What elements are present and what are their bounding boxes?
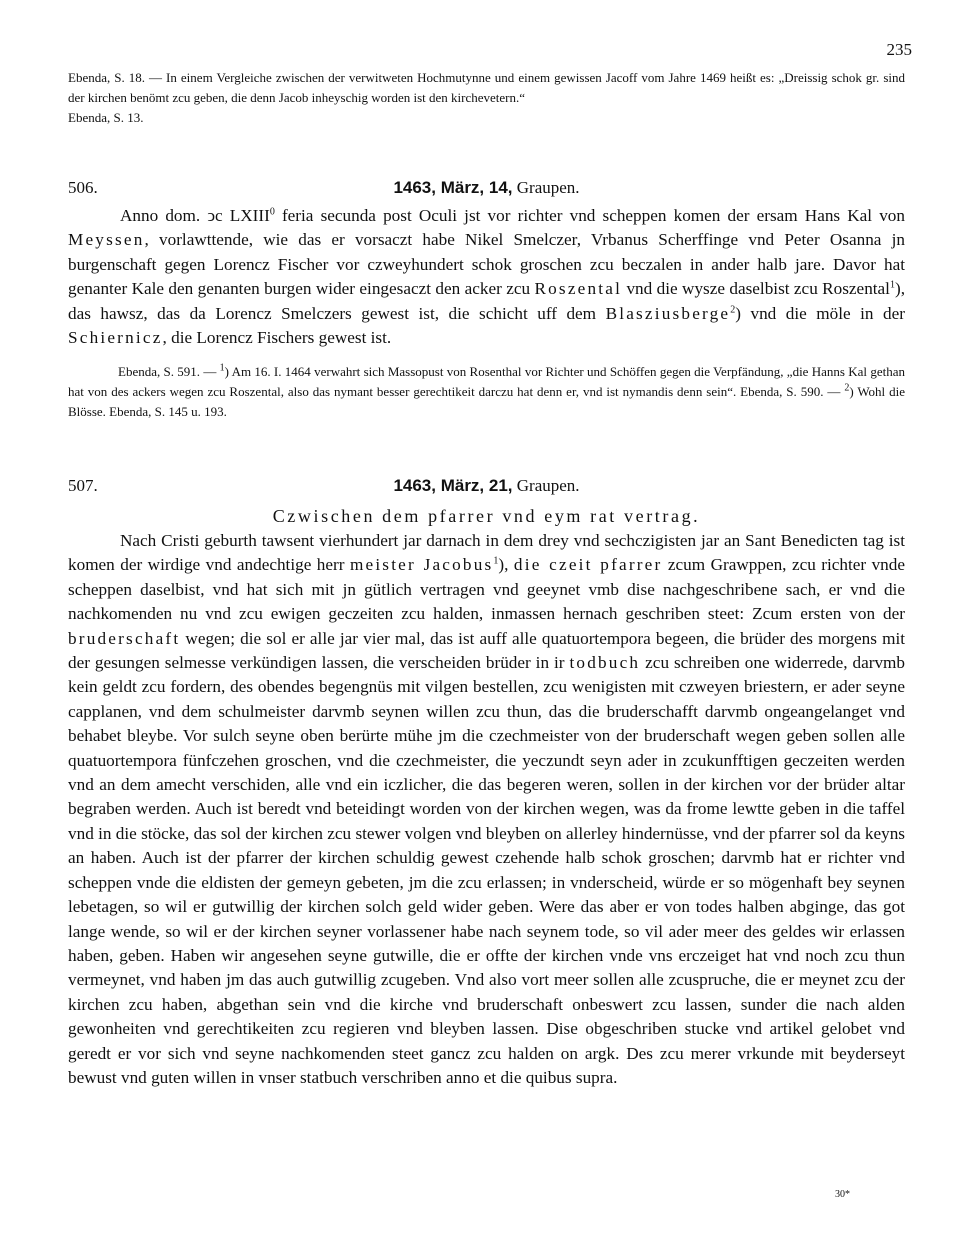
footnote-marker: 1 (889, 279, 895, 291)
doc-506-number: 506. (68, 178, 98, 197)
doc-507-place: Graupen. (516, 476, 580, 495)
spaced-term-bruderschaft: bruderschaft (68, 628, 181, 648)
footnote-marker: 2 (730, 303, 736, 315)
document-506 (68, 178, 905, 422)
place-name-roszental: Roszental (534, 279, 623, 299)
spaced-term-todbuch: todbuch (569, 653, 641, 673)
footnote-marker: 1 (493, 555, 499, 567)
document-507 (68, 476, 905, 1090)
doc-506-footnotes: Ebenda, S. 591. — $^1$) Am 16. I. 1464 verwahrt sich Massopust von Rosenthal vor Richter und Schöffen gegen die Verpfändung, „die Hanns Kal gethan hat von des ackers wegen zcu Roszental, also das nymant besser gerechtikeit darczu hat denn er, vnd ist nymandis denn sein“. Ebenda, S. 590. — $^2$) Wohl die Blösse. Ebenda, S. 145 u. 193. (68, 363, 905, 420)
place-name-blasziusberge: Blasziusberge (605, 303, 731, 323)
top-note-source: Ebenda, S. 13. (68, 110, 144, 125)
doc-507-text: Nach Cristi geburth tawsent vierhundert jar darnach in dem drey vnd sechczigisten jar an Sant Benedicten tag ist komen der wirdige vnd andechtige herr meister Jacobus$^1$), die czeit pfarrer zcum Grawppen, zcu richter vnde scheppen daselbist, vnd hat sich mit jn gütlich vertragen vnd geeynet vmb dise nachgeschribene sach, er vnd die nachkomenden nu vnd zcu ewigen geczeiten zcu halden, inmassen hernach geschriben steet: Zcum ersten von der bruderschaft wegen; die sol er alle jar vier mal, das ist auff alle quatuortempora begeen, die brüder des morgens mit der gesungen selmesse verkündigen lassen, die verscheiden brüder in ir todbuch zcu schreiben one widerrede, darvmb kein geldt zcu fordern, des obendes begengnüs mit vilgen bestellen, zcu wenigisten mit czweyen briestern, er ader seyne capplanen, vnd dem schulmeister darvmb seynen willen zcu thun, das die bruderschafft darvmb ongeangelanget vnd behabet bleybe. Vor sulch seyne oben berürte mühe jm die czechmeister von der bruderschaft wegen geben sollen alle quatuortempora fünfczehen groschen, vnd die czechmeister, die yeczundt seyn ader in zcukunfftigen geczeiten werden vnd an dem amecht verschiden, alle vnd ein iczlicher, die das begeren weren, sollen in der kirchen vor der brüder altar begraben werden. Auch ist beredt vnd beteidingt worden von der kirchen wegen, was da frome lewtte geben in die taffel vnd in die stöcke, das sol der kirchen zcu stewer volgen vnd bleyben on allerley hindernüsse, vnd der pfarrer sol da keyns an haben. Auch ist der pfarrer der kirchen schuldig gewest czehende halb schok groschen; darvmb hat er richter vnd scheppen vnde die eldisten der gemeyn gebeten, jm die zcu erlassen; in vnderscheid, würde er so mögenhaft bey seynen lebetagen, so wil er gutwillig der kirchen solch geld wider geben. Were das aber er von todes halben abginge, das got lange wende, so wil er der kirchen seyner vorlassener habe nach seynem tode, so vil ader meer des geldes wir erlassen haben, geben. Haben wir angesehen seyne gutwille, die er offte der kirchen vnde vns erczeiget hat vnd noch zcu thun vermeynet, vnd haben jm das auch gutwillig zcugeben. Vnd also vort meer sollen alle zcuspruche, die er meynet zcu der kirchen zcu haben, abgethan sein vnd die kirche vnd bruderschaft onbeswert zcu lassen, sunder die nach alden gewonheiten vnd gerechtikeiten zcu regieren vnd bleyben lassen. Dise obgeschriben stucke vnd artikel gelobet vnd geredt er vor sich vnd seyne nachkomenden steet gancz zcu halden on argk. Des zcu merer vrkunde mit beyderseyt bewust vnd guten willen in vnser statbuch verschriben anno et die quibus supra. (68, 531, 905, 1087)
doc-506-date: 1463, März, 14, (393, 178, 513, 197)
doc-506-place: Graupen. (516, 178, 580, 197)
place-name-meyssen: Meyssen (68, 230, 145, 250)
top-note (68, 68, 905, 128)
doc-506-header (68, 178, 905, 204)
signature-mark: 30* (835, 1189, 850, 1200)
doc-507-header (68, 476, 905, 502)
doc-507-number: 507. (68, 476, 98, 495)
doc-506-date-place (68, 178, 905, 198)
doc-507-date-place (68, 476, 905, 496)
spaced-phrase: die czeit pfarrer (513, 555, 663, 575)
doc-507-subtitle: Czwischen dem pfarrer vnd eym rat vertrag. (272, 506, 701, 526)
place-name-schiernicz: Schiernicz (68, 328, 163, 348)
top-note-text: Ebenda, S. 18. — In einem Vergleiche zwischen der verwitweten Hochmutynne und einem gewissen Jacoff vom Jahre 1469 heißt es: „Dreissig schok gr. sind der kirchen benömt zcu geben, die denn Jacob inheyschig worden ist den kirchevetern.“ (68, 70, 905, 105)
page-number: 235 (886, 40, 912, 59)
doc-506-text: Anno dom. ↄc LXIII$^0$ feria secunda post Oculi jst vor richter vnd scheppen komen der ersam Hans Kal von Meyssen, vorlawttende, wie das er vorsaczt habe Nikel Smelczer, Vrbanus Scherffinge vnd Peter Osanna jn burgenschaft gegen Lorencz Fischer vor czweyhundert schok groschen zcu beczalen in ander halb jare. Davor hat genanter Kale den genanten burgen wider eingesaczt den acker zcu Roszental vnd die wysze daselbist zcu Roszental$^1$), das hawsz, das da Lorencz Smelczers gewest ist, die schicht uff dem Blasziusberge$^2$) vnd die möle in der Schiernicz, die Lorencz Fischers gewest ist. (68, 206, 905, 348)
doc-507-date: 1463, März, 21, (393, 476, 513, 495)
spaced-name: meister Jacobus (349, 555, 494, 575)
